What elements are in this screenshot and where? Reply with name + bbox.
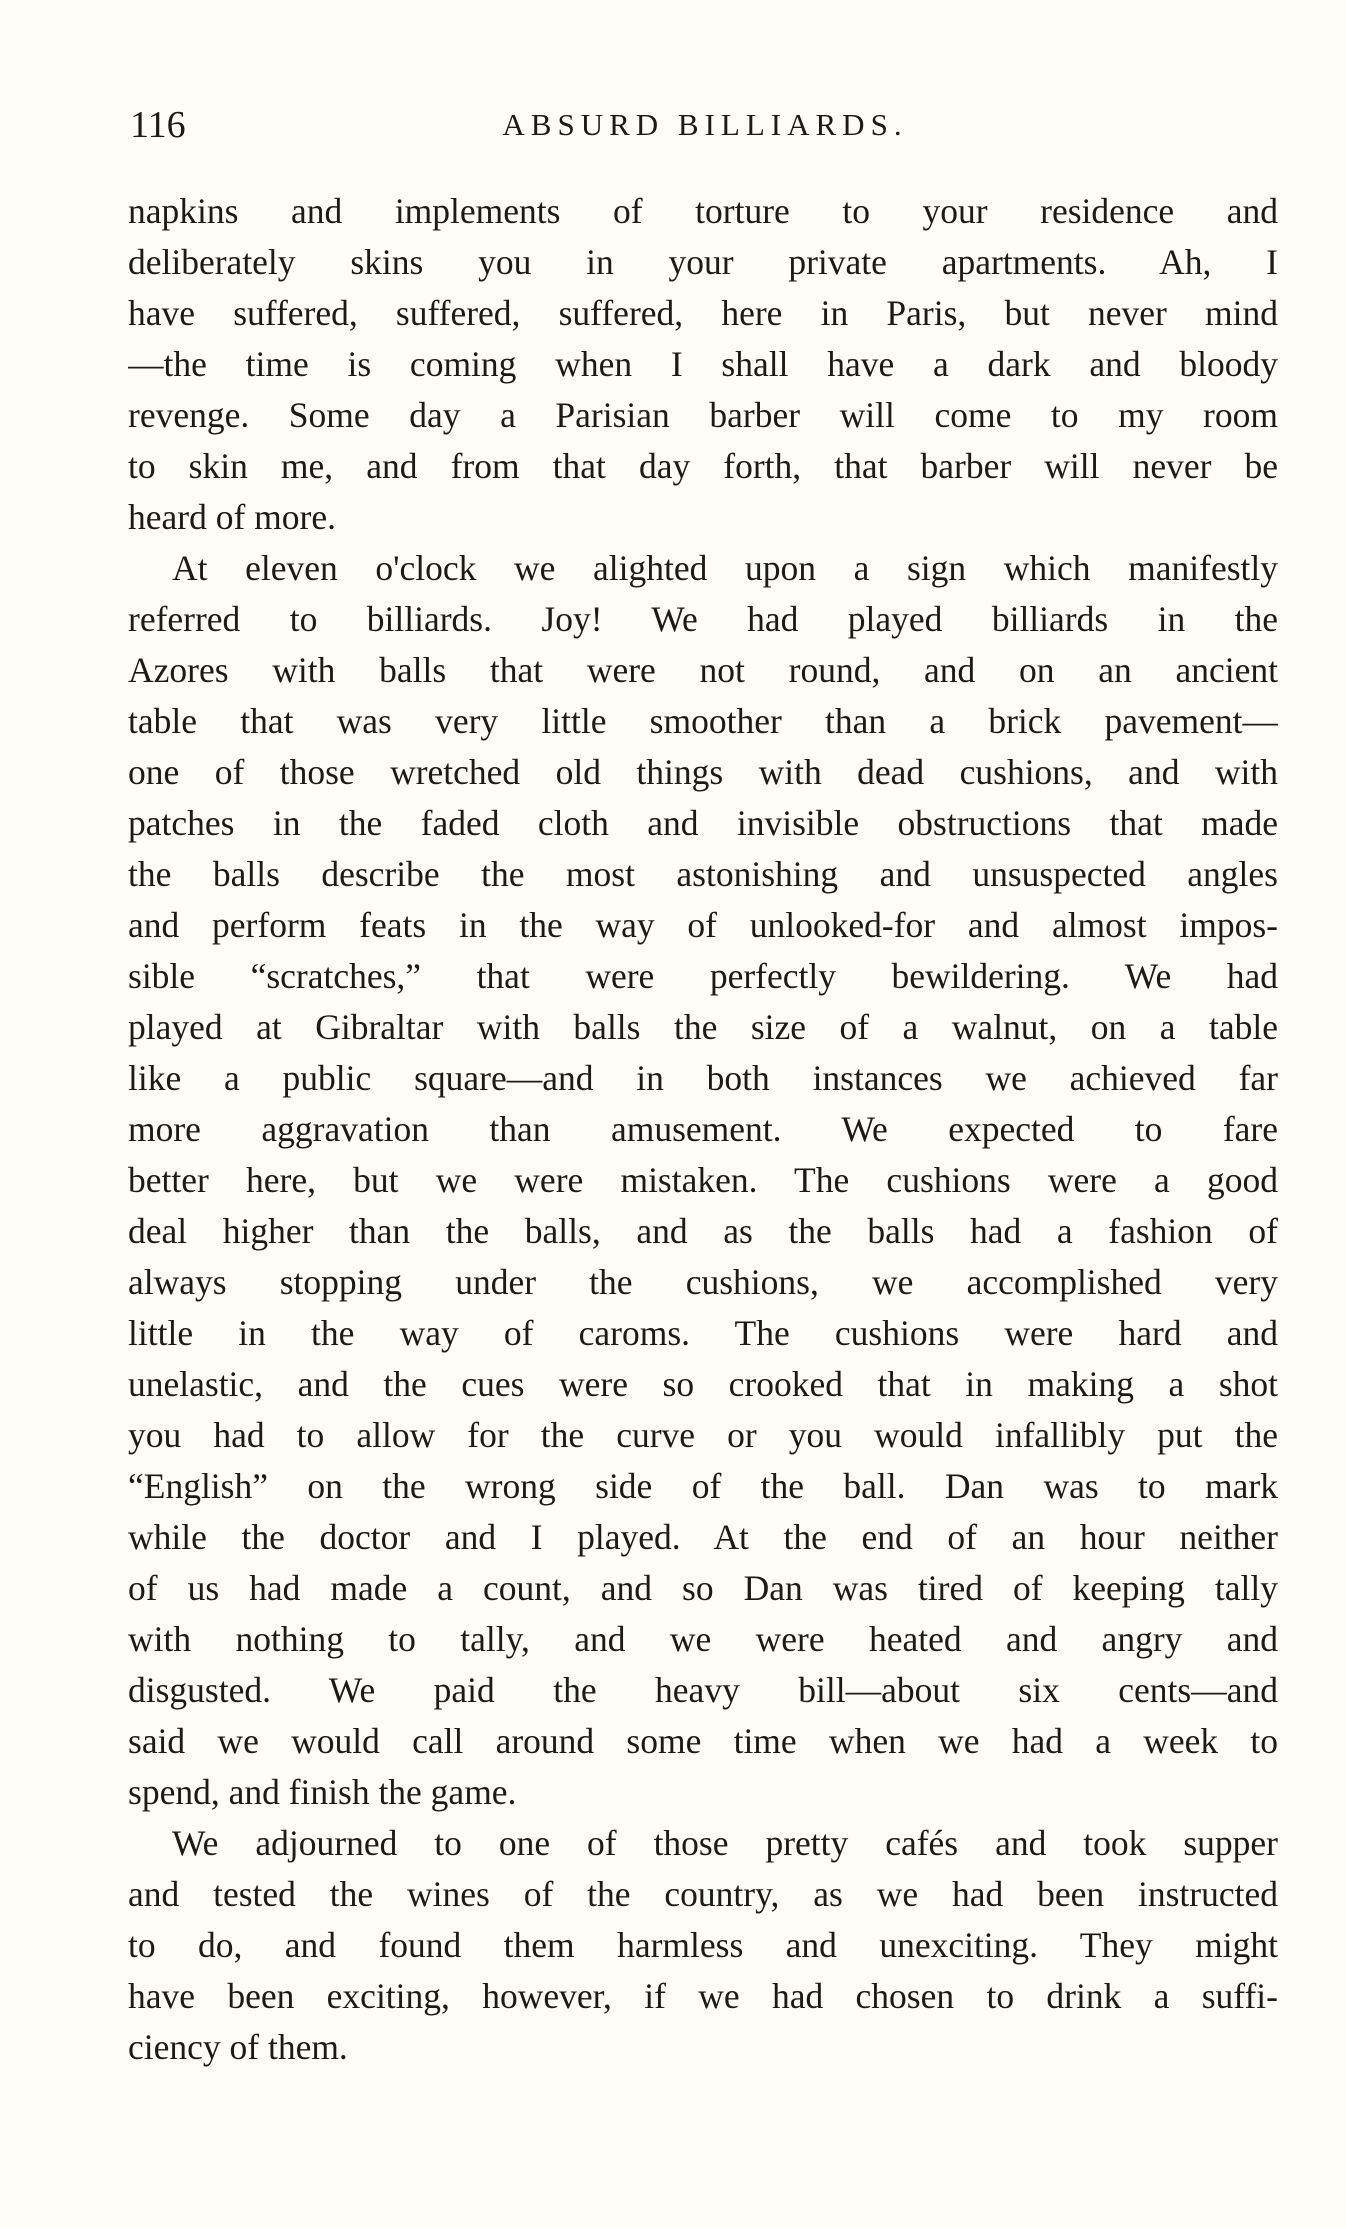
page-number: 116 <box>130 104 186 146</box>
text-line: with nothing to tally, and we were heated and angry and <box>128 1619 1278 1659</box>
text-line: deliberately skins you in your private apartments. Ah, I <box>128 242 1278 282</box>
text-line: “English” on the wrong side of the ball. Dan was to mark <box>128 1466 1278 1506</box>
text-line: little in the way of caroms. The cushions were hard and <box>128 1313 1278 1353</box>
page-header <box>130 100 1280 150</box>
text-line: referred to billiards. Joy! We had played billiards in the <box>128 599 1278 639</box>
text-line: revenge. Some day a Parisian barber will come to my room <box>128 395 1278 435</box>
text-line: napkins and implements of torture to your residence and <box>128 191 1278 231</box>
body-text <box>128 186 1278 2073</box>
text-line: and tested the wines of the country, as we had been instructed <box>128 1874 1278 1914</box>
text-line: sible “scratches,” that were perfectly bewildering. We had <box>128 956 1278 996</box>
text-line: like a public square—and in both instances we achieved far <box>128 1058 1278 1098</box>
text-line: one of those wretched old things with dead cushions, and with <box>128 752 1278 792</box>
text-line: to skin me, and from that day forth, that barber will never be <box>128 446 1278 486</box>
text-line: better here, but we were mistaken. The cushions were a good <box>128 1160 1278 1200</box>
text-line: have been exciting, however, if we had chosen to drink a suffi- <box>128 1976 1278 2016</box>
text-line: heard of more. <box>128 497 336 537</box>
text-line: unelastic, and the cues were so crooked that in making a shot <box>128 1364 1278 1404</box>
text-line: always stopping under the cushions, we accomplished very <box>128 1262 1278 1302</box>
text-line: while the doctor and I played. At the end of an hour neither <box>128 1517 1278 1557</box>
text-line: of us had made a count, and so Dan was tired of keeping tally <box>128 1568 1278 1608</box>
text-line: patches in the faded cloth and invisible obstructions that made <box>128 803 1278 843</box>
running-title: ABSURD BILLIARDS. <box>502 107 908 142</box>
text-line: have suffered, suffered, suffered, here in Paris, but never mind <box>128 293 1278 333</box>
text-line: said we would call around some time when we had a week to <box>128 1721 1278 1761</box>
text-line: We adjourned to one of those pretty cafés and took supper <box>172 1823 1278 1863</box>
text-line: —the time is coming when I shall have a dark and bloody <box>128 344 1278 384</box>
text-line: spend, and finish the game. <box>128 1772 517 1812</box>
text-line: ciency of them. <box>128 2027 348 2067</box>
text-line: the balls describe the most astonishing and unsuspected angles <box>128 854 1278 894</box>
text-line: and perform feats in the way of unlooked-for and almost impos- <box>128 905 1278 945</box>
text-line: to do, and found them harmless and unexciting. They might <box>128 1925 1278 1965</box>
text-line: you had to allow for the curve or you would infallibly put the <box>128 1415 1278 1455</box>
text-line: deal higher than the balls, and as the balls had a fashion of <box>128 1211 1278 1251</box>
text-line: played at Gibraltar with balls the size of a walnut, on a table <box>128 1007 1278 1047</box>
text-line: At eleven o'clock we alighted upon a sign which manifestly <box>172 548 1278 588</box>
text-line: more aggravation than amusement. We expected to fare <box>128 1109 1278 1149</box>
text-line: Azores with balls that were not round, and on an ancient <box>128 650 1278 690</box>
text-line: disgusted. We paid the heavy bill—about six cents—and <box>128 1670 1278 1710</box>
text-line: table that was very little smoother than a brick pavement— <box>128 701 1278 741</box>
